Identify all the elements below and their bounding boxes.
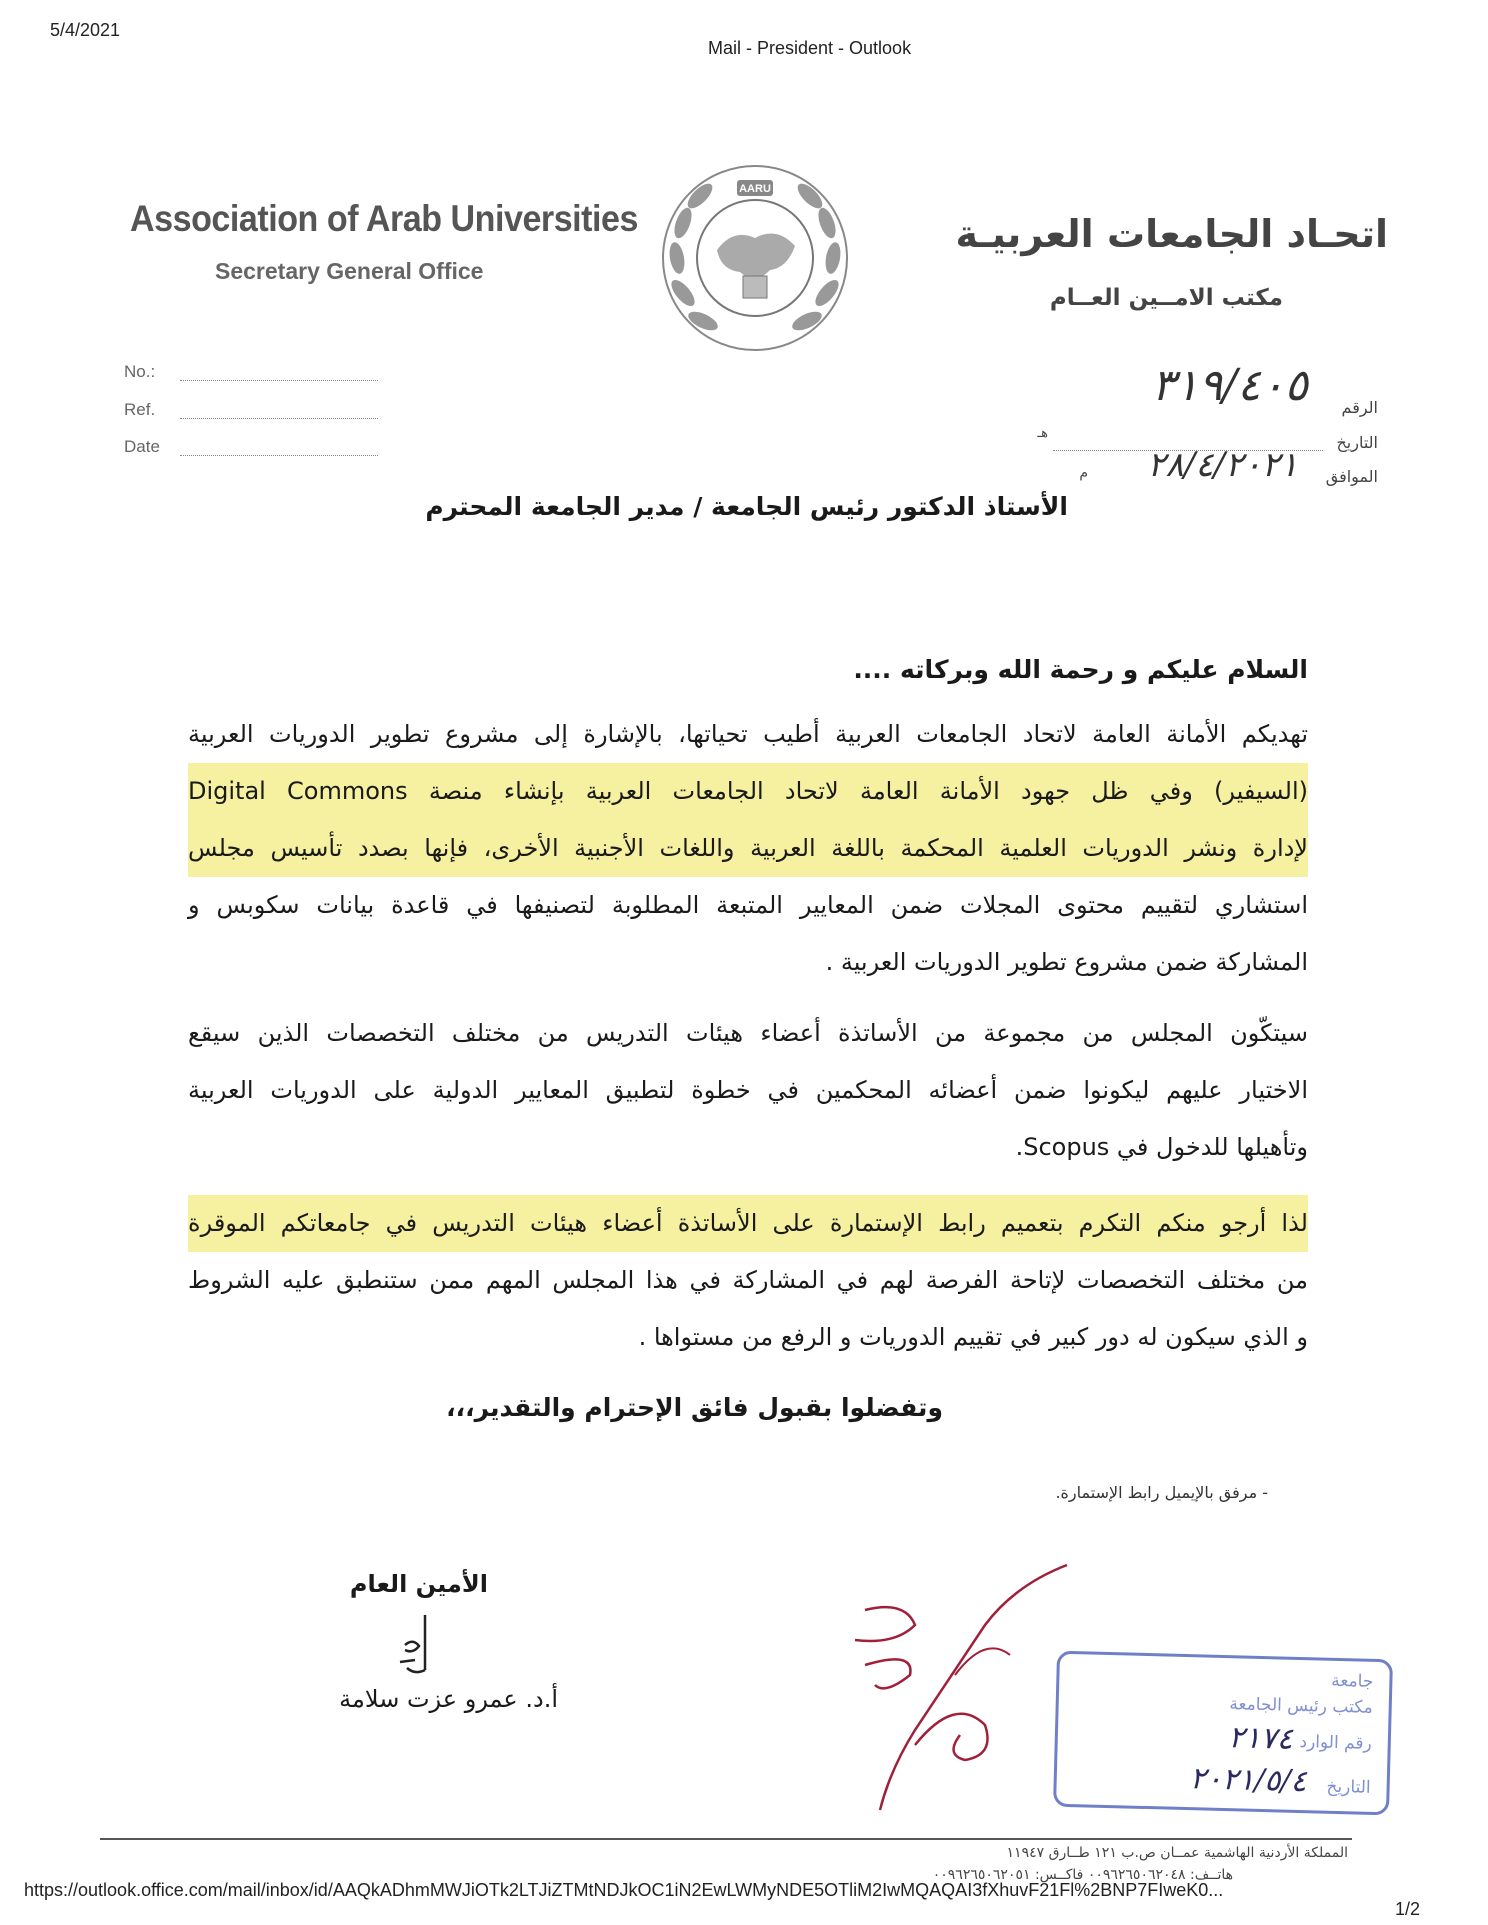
ref-label-en: Ref. [124,400,156,419]
paragraph-1-line-4: استشاري لتقييم محتوى المجلات ضمن المعايير المتبعة المطلوبة لتصنيفها في قاعدة بيانات سكوبس و [188,891,1308,919]
stamp-line-1: جامعة [1331,1670,1374,1692]
paragraph-2-line-3: وتأهيلها للدخول في Scopus. [1015,1133,1308,1161]
letter-closing: وتفضلوا بقبول فائق الإحترام والتقدير،،، [446,1393,943,1422]
president-red-signature [835,1555,1105,1820]
letterhead-english-name: Association of Arab Universities [130,198,638,239]
paragraph-3-line-3: و الذي سيكون له دور كبير في تقييم الدوريات و الرفع من مستواها . [638,1323,1308,1351]
print-title: Mail - President - Outlook [708,38,912,58]
page-number: 1/2 [1395,1899,1421,1919]
attachment-note: - مرفق بالإيميل رابط الإستمارة. [1055,1483,1268,1502]
paragraph-1-line-5: المشاركة ضمن مشروع تطوير الدوريات العربية . [825,948,1308,976]
ref-number-label-en: No.: [124,362,156,381]
stamp-line-3: رقم الوارد [1299,1732,1373,1754]
print-date: 5/4/2021 [50,20,121,40]
page-url: https://outlook.office.com/mail/inbox/id/AAQkADhmMWJiOTk2LTJiZTMtNDJkOC1iN2EwLWMyNDE5OTliM2IwMQAQAI3fXhuvF21Fl%2BNP7FIweK0... [24,1880,1224,1900]
letter-addressee: الأستاذ الدكتور رئيس الجامعة / مدير الجامعة المحترم [425,492,1068,521]
hijri-suffix: هـ [1037,426,1048,441]
secretary-general-signature [385,1610,445,1690]
footer-phone-fax: هاتــف: ٠٠٩٦٢٦٥٠٦٢٠٤٨ فاكــس: ٠٠٩٦٢٦٥٠٦٢٠٥١ [932,1867,1233,1883]
corresponding-label-ar: الموافق [1325,467,1378,486]
paragraph-3-line-1: لذا أرجو منكم التكرم بتعميم رابط الإستمارة على الأساتذة أعضاء هيئات التدريس في جامعاتكم الموقرة [188,1195,1308,1252]
association-seal-logo [655,158,855,358]
stamp-date: ٢٠٢١/٥/٤ [1189,1761,1308,1800]
paragraph-3-line-2: من مختلف التخصصات لإتاحة الفرصة لهم في المشاركة في هذا المجلس المهم ممن ستنطبق عليه الشروط [188,1266,1308,1294]
stamp-number: ٢١٧٤ [1227,1720,1294,1757]
footer-address: المملكة الأردنية الهاشمية عمــان ص.ب ١٢١ طــارق ١١٩٤٧ [1006,1845,1348,1861]
letterhead-arabic-name: اتحـاد الجامعات العربيـة [955,212,1388,256]
letter-paragraph-3 [188,1195,1308,1366]
paragraph-2-line-2: الاختيار عليهم ليكونوا ضمن أعضائه المحكمين في خطوة لتطبيق المعايير الدولية على الدوريات العربية [188,1076,1308,1104]
letter-paragraph-1 [188,706,1308,991]
ref-number-label-ar: الرقم [1341,398,1378,417]
gregorian-suffix: م [1079,465,1088,481]
stamp-line-2: مكتب رئيس الجامعة [1229,1694,1373,1718]
letterhead-english-office: Secretary General Office [215,258,484,284]
paragraph-1-line-1: تهديكم الأمانة العامة لاتحاد الجامعات العربية أطيب تحياتها، بالإشارة إلى مشروع تطوير الدوريات العربية [188,720,1308,748]
secretary-general-title: الأمين العام [349,1570,488,1598]
handwritten-date: ٢٨/٤/٢٠٢١ [1147,445,1298,485]
date-line-en [180,455,378,456]
paragraph-2-line-1: سيتكّون المجلس من مجموعة من الأساتذة أعضاء هيئات التدريس من مختلف التخصصات الذين سيقع [188,1019,1308,1047]
paragraph-1-line-2: (السيفير) وفي ظل جهود الأمانة العامة لاتحاد الجامعات العربية بإنشاء منصة Digital Commons [188,763,1308,820]
letterhead-arabic-office: مكتب الامــين العــام [1049,285,1283,311]
stamp-date-label: التاريخ [1326,1776,1371,1798]
secretary-general-name: أ.د. عمرو عزت سلامة [339,1685,558,1713]
letter-paragraph-2 [188,1005,1308,1176]
ref-number-line-en [180,380,378,381]
seal-acronym: AARU [739,183,771,195]
paragraph-1-line-3: لإدارة ونشر الدوريات العلمية المحكمة باللغة العربية واللغات الأجنبية الأخرى، فإنها بصدد تأسيس مجلس [188,820,1308,877]
footer-divider [100,1838,1352,1840]
ref-line-en [180,418,378,419]
date-label-en: Date [124,437,160,456]
letter-greeting: السلام عليكم و رحمة الله وبركاته .... [853,655,1308,684]
date-label-ar: التاريخ [1336,433,1378,452]
handwritten-ref-number: ٣١٩/٤٠٥ [1151,360,1308,411]
